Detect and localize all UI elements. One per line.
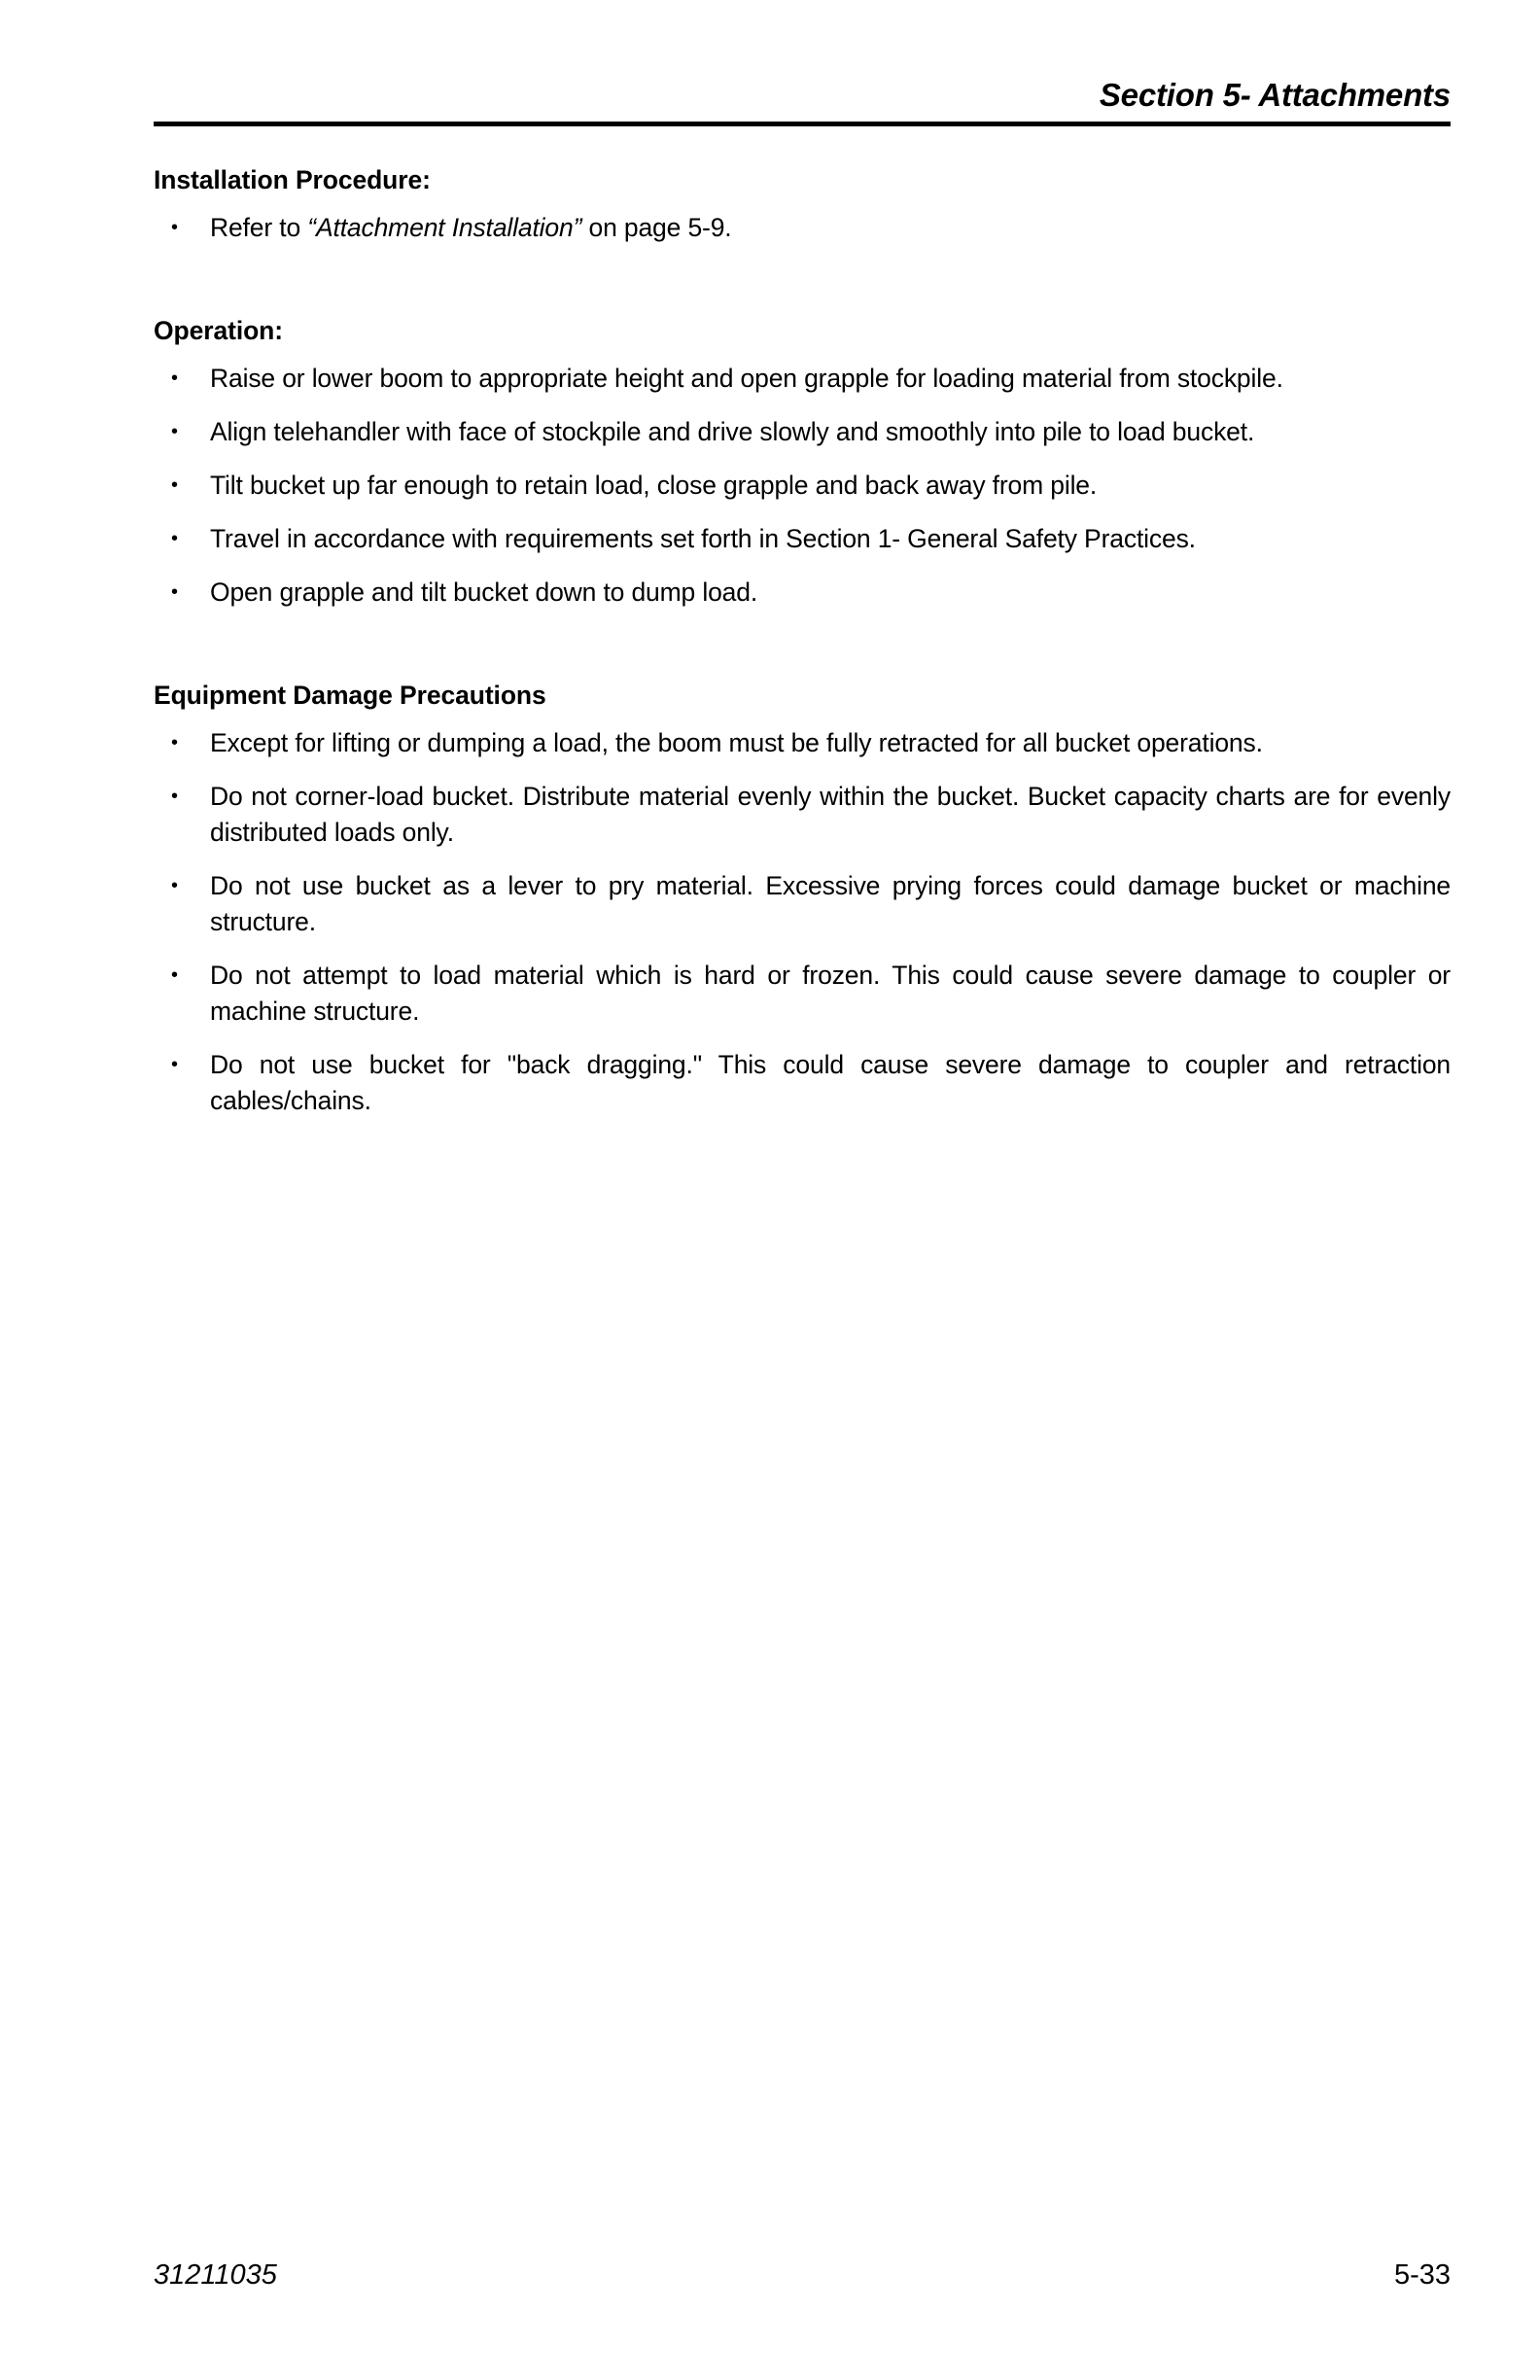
- list-item: [154, 958, 1451, 1030]
- list-item-text: Travel in accordance with requirements set forth in Section 1- General Safety Practices.: [210, 524, 1196, 553]
- bullet-dot-icon: •: [171, 217, 178, 238]
- spacer: [154, 712, 1451, 725]
- section-heading-installation-procedure: Installation Procedure:: [154, 165, 431, 194]
- document-number: 31211035: [154, 2259, 277, 2291]
- list-item: [154, 361, 1451, 397]
- list-item: [154, 210, 1451, 246]
- bullet-dot-icon: •: [171, 421, 178, 442]
- bullet-dot-icon: •: [171, 528, 178, 549]
- bullet-list-equipment-damage-precautions: [154, 725, 1451, 1119]
- spacer: [154, 611, 1451, 679]
- list-item: [154, 725, 1451, 761]
- list-item-text-prefix: Refer to: [210, 213, 308, 242]
- page-number: 5-33: [1393, 2259, 1451, 2291]
- bullet-dot-icon: •: [171, 732, 178, 753]
- list-item-text: Raise or lower boom to appropriate height and open grapple for loading material from stockpile.: [210, 364, 1283, 393]
- bullet-dot-icon: •: [171, 875, 178, 896]
- bullet-list-installation-procedure: [154, 210, 1451, 246]
- list-item-text: Align telehandler with face of stockpile and drive slowly and smoothly into pile to load bucket.: [210, 417, 1255, 446]
- bullet-dot-icon: •: [171, 368, 178, 389]
- list-item: [154, 1047, 1451, 1119]
- list-item-text: Open grapple and tilt bucket down to dump load.: [210, 578, 758, 607]
- bullet-dot-icon: •: [171, 786, 178, 807]
- list-item-text: Do not use bucket as a lever to pry material. Excessive prying forces could damage bucket or machine structure.: [210, 871, 1451, 936]
- section-installation-procedure: [154, 163, 1451, 246]
- list-item-text: Except for lifting or dumping a load, the boom must be fully retracted for all bucket operations.: [210, 728, 1263, 757]
- list-item-text-suffix: on page 5-9.: [581, 213, 732, 242]
- bullet-dot-icon: •: [171, 474, 178, 496]
- bullet-dot-icon: •: [171, 964, 178, 986]
- bullet-dot-icon: •: [171, 1054, 178, 1075]
- spacer: [154, 246, 1451, 314]
- list-item: [154, 414, 1451, 450]
- header-divider-rule: [154, 122, 1451, 126]
- list-item: [154, 468, 1451, 504]
- list-item-text-emphasis: “Attachment Installation”: [307, 213, 582, 242]
- list-item-text: [210, 210, 1451, 246]
- page-content: [154, 163, 1451, 1119]
- section-heading-equipment-damage-precautions: Equipment Damage Precautions: [154, 681, 546, 710]
- spacer: [154, 196, 1451, 210]
- bullet-dot-icon: •: [171, 581, 178, 603]
- page-footer: [154, 2258, 1451, 2292]
- list-item-text: Do not use bucket for "back dragging." This could cause severe damage to coupler and retraction cables/chains.: [210, 1050, 1451, 1115]
- list-item-text: Do not attempt to load material which is hard or frozen. This could cause severe damage to coupler or machine structure.: [210, 961, 1451, 1026]
- list-item-text: Tilt bucket up far enough to retain load, close grapple and back away from pile.: [210, 471, 1098, 500]
- list-item: [154, 575, 1451, 611]
- section-equipment-damage-precautions: [154, 679, 1451, 1119]
- list-item: [154, 868, 1451, 940]
- list-item: [154, 779, 1451, 851]
- list-item-text: Do not corner-load bucket. Distribute material evenly within the bucket. Bucket capacity charts are for evenly distributed loads only.: [210, 782, 1451, 847]
- list-item: [154, 521, 1451, 557]
- page-header: [154, 76, 1451, 126]
- section-operation: [154, 314, 1451, 611]
- spacer: [154, 347, 1451, 361]
- bullet-list-operation: [154, 361, 1451, 611]
- section-heading-operation: Operation:: [154, 316, 283, 345]
- section-title: Section 5- Attachments: [1099, 77, 1451, 113]
